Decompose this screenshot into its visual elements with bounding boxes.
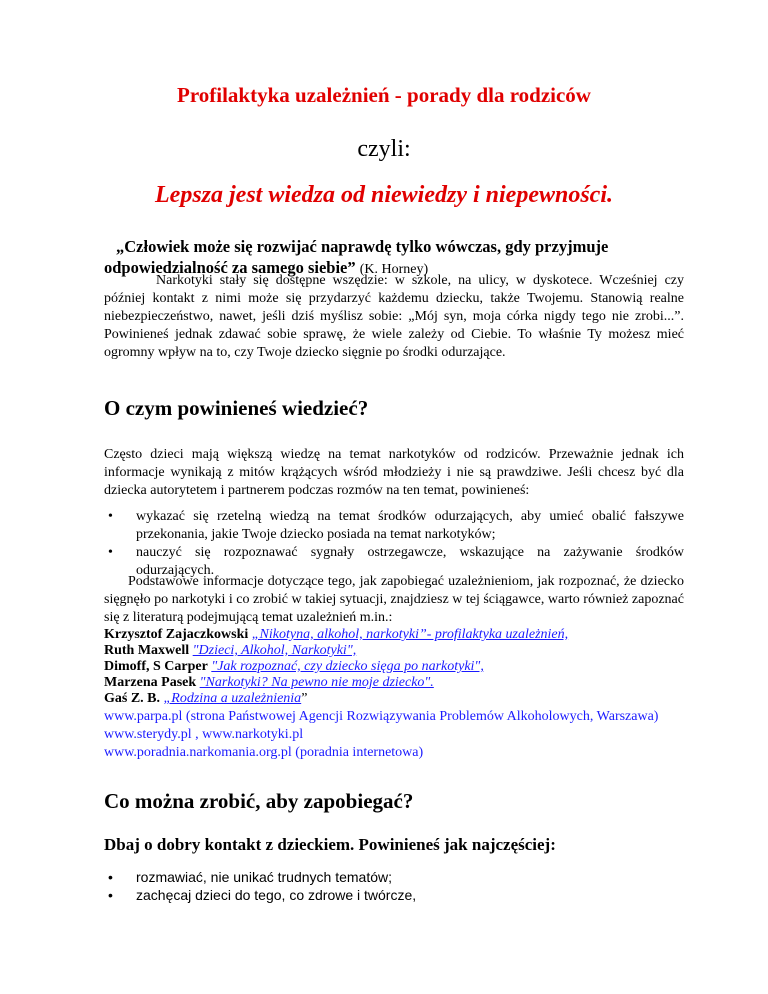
subheading-contact: Dbaj o dobry kontakt z dzieckiem. Powinieneś jak najczęściej: [104, 835, 556, 854]
list-item: • nauczyć się rozpoznawać sygnały ostrzegawcze, wskazujące na zażywanie środków odurzających. [108, 545, 684, 578]
reference-item: Krzysztof Zajaczkowski „Nikotyna, alkohol, narkotyki”- profilaktyka uzależnień, [104, 627, 569, 642]
reference-title-link[interactable]: "Dzieci, Alkohol, Narkotyki", [192, 643, 357, 658]
list-item: • rozmawiać, nie unikać trudnych tematów; [108, 869, 392, 885]
bullet-icon: • [108, 869, 113, 885]
czyli-label: czyli: [357, 136, 411, 162]
section-heading-knowledge: O czym powinieneś wiedzieć? [104, 396, 369, 420]
literature-paragraph: Podstawowe informacje dotyczące tego, jak zapobiegać uzależnieniom, jak rozpoznać, że dziecko sięgnęło po narkotyki i co zrobić w takiej sytuacji, znajdziesz w tej ściągawce, warto również zapoznać się z literaturą podejmującą temat uzależnień m.in.: [104, 574, 684, 625]
section-heading-prevention: Co można zrobić, aby zapobiegać? [104, 789, 414, 813]
page-subtitle: Lepsza jest wiedza od niewiedzy i niepewności. [155, 182, 613, 208]
reference-list [104, 627, 684, 707]
reference-title-link[interactable]: „Rodzina a uzależnienia [163, 691, 302, 706]
reference-item: Ruth Maxwell "Dzieci, Alkohol, Narkotyki", [104, 643, 357, 658]
website-link-poradnia[interactable]: www.poradnia.narkomania.org.pl (poradnia internetowa) [104, 745, 424, 760]
quote-line-1: „Człowiek może się rozwijać naprawdę tylko wówczas, gdy przyjmuje [116, 237, 609, 256]
page-title: Profilaktyka uzależnień - porady dla rodziców [177, 83, 591, 107]
reference-item: Marzena Pasek "Narkotyki? Na pewno nie moje dziecko". [104, 675, 434, 690]
bullet-icon: • [108, 509, 113, 524]
bullet-icon: • [108, 545, 113, 560]
quote-line-2: odpowiedzialność za samego siebie” [104, 258, 356, 277]
reference-title-link[interactable]: „Nikotyna, alkohol, narkotyki”- profilaktyka uzależnień, [251, 627, 569, 642]
list-item: • wykazać się rzetelną wiedzą na temat środków odurzających, aby umieć obalić fałszywe przekonania, jakie Twoje dziecko posiada na temat narkotyków; [108, 509, 684, 542]
quote-author: (K. Horney) [359, 262, 429, 277]
intro-paragraph: Narkotyki stały się dostępne wszędzie: w szkole, na ulicy, w dyskotece. Wcześniej czy później kontakt z nimi może się przydarzyć każdemu dziecku, także Twojemu. Stanowią realne niebezpieczeństwo, nawet, jeśli dziś myślisz sobie: „Mój syn, moja córka nigdy tego nie zrobi...”. Powinieneś jednak zdawać sobie sprawę, że wiele zależy od Ciebie. To właśnie Ty możesz mieć ogromny wpływ na to, czy Twoje dziecko sięgnie po środki odurzające. [104, 273, 684, 360]
reference-item: Gaś Z. B. „Rodzina a uzależnienia” [104, 691, 308, 706]
website-links [104, 708, 684, 762]
reference-title-link[interactable]: "Narkotyki? Na pewno nie moje dziecko". [199, 675, 434, 690]
reference-title-link[interactable]: "Jak rozpoznać, czy dziecko sięga po narkotyki", [211, 659, 484, 674]
bullet-icon: • [108, 887, 113, 903]
prevention-bullet-list [104, 868, 684, 904]
reference-item: Dimoff, S Carper "Jak rozpoznać, czy dziecko sięga po narkotyki", [104, 659, 484, 674]
knowledge-paragraph: Często dzieci mają większą wiedzę na temat narkotyków od rodziców. Przeważnie jednak ich informacje wynikają z mitów krążących wśród młodzieży i nie są prawdziwe. Jeśli chcesz być dla dziecka autorytetem i partnerem podczas rozmów na ten temat, powinieneś: [104, 447, 684, 498]
knowledge-bullet-list [104, 508, 684, 580]
list-item: • zachęcaj dzieci do tego, co zdrowe i twórcze, [108, 887, 417, 903]
website-link-sterydy-narkotyki[interactable]: www.sterydy.pl , www.narkotyki.pl [104, 727, 304, 742]
website-link-parpa[interactable]: www.parpa.pl (strona Państwowej Agencji Rozwiązywania Problemów Alkoholowych, Warszawa) [104, 709, 659, 724]
